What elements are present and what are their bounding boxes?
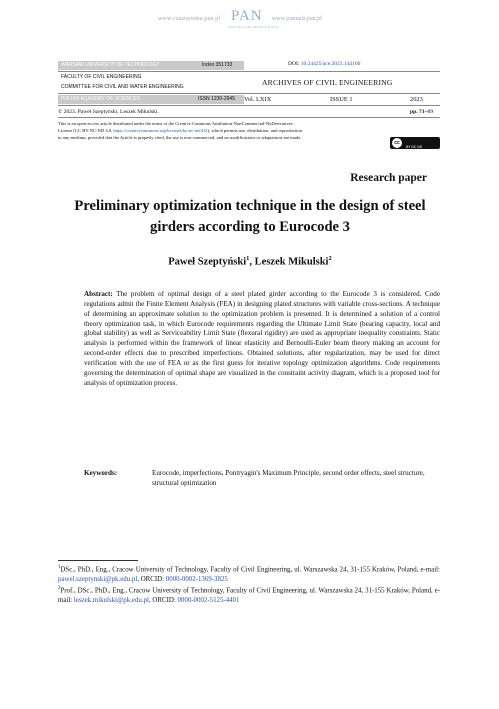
article-authors — [60, 255, 440, 268]
author-1-sup: 1 — [246, 255, 250, 262]
abstract-label: Abstract: — [84, 290, 113, 298]
footnote-2-sup: 2 — [58, 586, 61, 591]
page-range-end[interactable]: 89 — [427, 109, 434, 115]
banner-site-left[interactable]: www.czasopisma.pan.pl — [158, 16, 221, 22]
abstract — [84, 290, 440, 388]
pan-logo: PAN — [231, 8, 263, 24]
page-range — [410, 109, 433, 115]
header-issn: ISSN 1230-2945 — [198, 96, 235, 102]
header-faculty: FACULTY OF CIVIL ENGINEERING — [61, 74, 142, 80]
header-university: WARSAW UNIVERSITY OF TECHNOLOGY — [61, 62, 160, 68]
header-divider-3 — [58, 105, 440, 106]
article-type: Research paper — [350, 172, 427, 184]
footnote-1-email[interactable]: pawel.szeptynski@pk.edu.pl — [58, 576, 138, 584]
header-index: Index 351733 — [202, 62, 233, 68]
license-line-3: in any medium, provided that the Article is properly cited, the use is non-commercial, and no modifications or adaptations are made. — [58, 135, 302, 140]
footnote-2-email[interactable]: leszek.mikulski@pk.edu.pl — [73, 597, 149, 605]
journal-name: ARCHIVES OF CIVIL ENGINEERING — [262, 78, 393, 87]
license-line-2-a: License (CC BY-NC-ND 4.0, — [58, 128, 113, 133]
header-committee: COMMITTEE FOR CIVIL AND WATER ENGINEERING — [61, 84, 184, 90]
footnote-1-sup: 1 — [58, 565, 61, 570]
footnote-2-text: Prof., DSc., PhD., Eng., Cracow University of Technology, Faculty of Civil Engineering, ul. Warszawska 24, 31-155 Kraków, Poland, e-mail: — [58, 587, 440, 605]
license-line-1: This is an open-access article distributed under the terms of the Creative Commons Attribution-NonCommercial-NoDerivatives — [58, 121, 293, 126]
cc-icon: cc — [392, 138, 402, 148]
header-year: 2023 — [410, 96, 423, 103]
author-1: Paweł Szeptyński — [168, 256, 247, 268]
license-line-2-b: ), which permits use, distribution, and reproduction — [207, 128, 303, 133]
license-link[interactable]: https://creativecommons.org/licenses/by-nc-nd/4.0/ — [113, 128, 208, 133]
author-separator: , — [249, 256, 255, 268]
keywords-text: Eurocode, imperfections, Pontryagin's Maximum Principle, second order effects, steel structure, structural optimization — [152, 469, 425, 487]
article-title — [60, 196, 440, 238]
footnote-2-orcid[interactable]: 0000-0002-5125-4401 — [177, 597, 240, 605]
copyright: © 2023. Paweł Szeptyński, Leszek Mikulski. — [58, 109, 159, 115]
footnote-2 — [58, 584, 440, 606]
footnote-2-orcid-label: , ORCID: — [148, 597, 178, 605]
article-title-line-2: girders according to Eurocode 3 — [150, 219, 350, 235]
doi-label: DOI: — [288, 61, 300, 67]
header-doi — [288, 61, 360, 67]
header-volume: Vol. LXIX — [244, 96, 272, 103]
license-text — [58, 120, 388, 141]
footnote-1-orcid[interactable]: 0000-0002-1369-3825 — [165, 576, 228, 584]
footnote-1 — [58, 563, 440, 585]
doi-link[interactable]: 10.24425/ace.2023.144160 — [300, 61, 361, 67]
banner-site-right[interactable]: www.journals.pan.pl — [272, 16, 322, 22]
header-divider-2 — [58, 93, 440, 94]
cc-license-labels: BY NC ND — [406, 145, 423, 149]
license-line-2 — [58, 127, 388, 134]
author-2: Leszek Mikulski — [254, 256, 329, 268]
header-divider-4 — [58, 117, 440, 118]
author-2-sup: 2 — [328, 255, 332, 262]
keywords-label: Keywords: — [84, 469, 118, 477]
abstract-text: The problem of optimal design of a steel plated girder according to the Eurocode 3 is considered. Code regulations admit the Finite Element Analysis (FEA) in designing plated structures with variable cross-sections. A technique of determining an approximate solution to the optimization problem is presented. It is determined a solution of a control theory optimization task, in which Eurocode requirements regarding the Ultimate Limit State (bearing capacity, local and global stability) as well as Serviceability Limit State (flexural rigidity) are used as appropriate inequality constraints. Static analysis is performed within the framework of linear elasticity and Bernoulli-Euler beam theory making an account for second-order effects due to prescribed imperfections. Obtained solutions, after regularization, may be used for direct verification with the use of FEA or as the first guess for iterative topology optimization algorithms. Code requirements governing the determination of optimal shape are visualized in the constraint activity diagram, which is a proposed tool for analysis of optimization process. — [84, 290, 440, 387]
footnote-1-orcid-label: , ORCID: — [137, 576, 166, 584]
footnote-divider — [58, 560, 138, 561]
header-academy: POLISH ACADEMY OF SCIENCES — [61, 96, 141, 102]
header-divider-1 — [58, 71, 440, 72]
header-issue: ISSUE 1 — [330, 96, 353, 103]
article-title-line-1: Preliminary optimization technique in the design of steel — [74, 198, 426, 214]
page-range-start: pp. 71– — [410, 109, 428, 115]
footnote-1-text: DSc., PhD., Eng., Cracow University of Technology, Faculty of Civil Engineering, ul. Warszawska 24, 31-155 Kraków, Poland, e-mail: — [60, 566, 440, 574]
pan-logo-subtitle: POLSKA AKADEMIA NAUK — [229, 25, 279, 29]
